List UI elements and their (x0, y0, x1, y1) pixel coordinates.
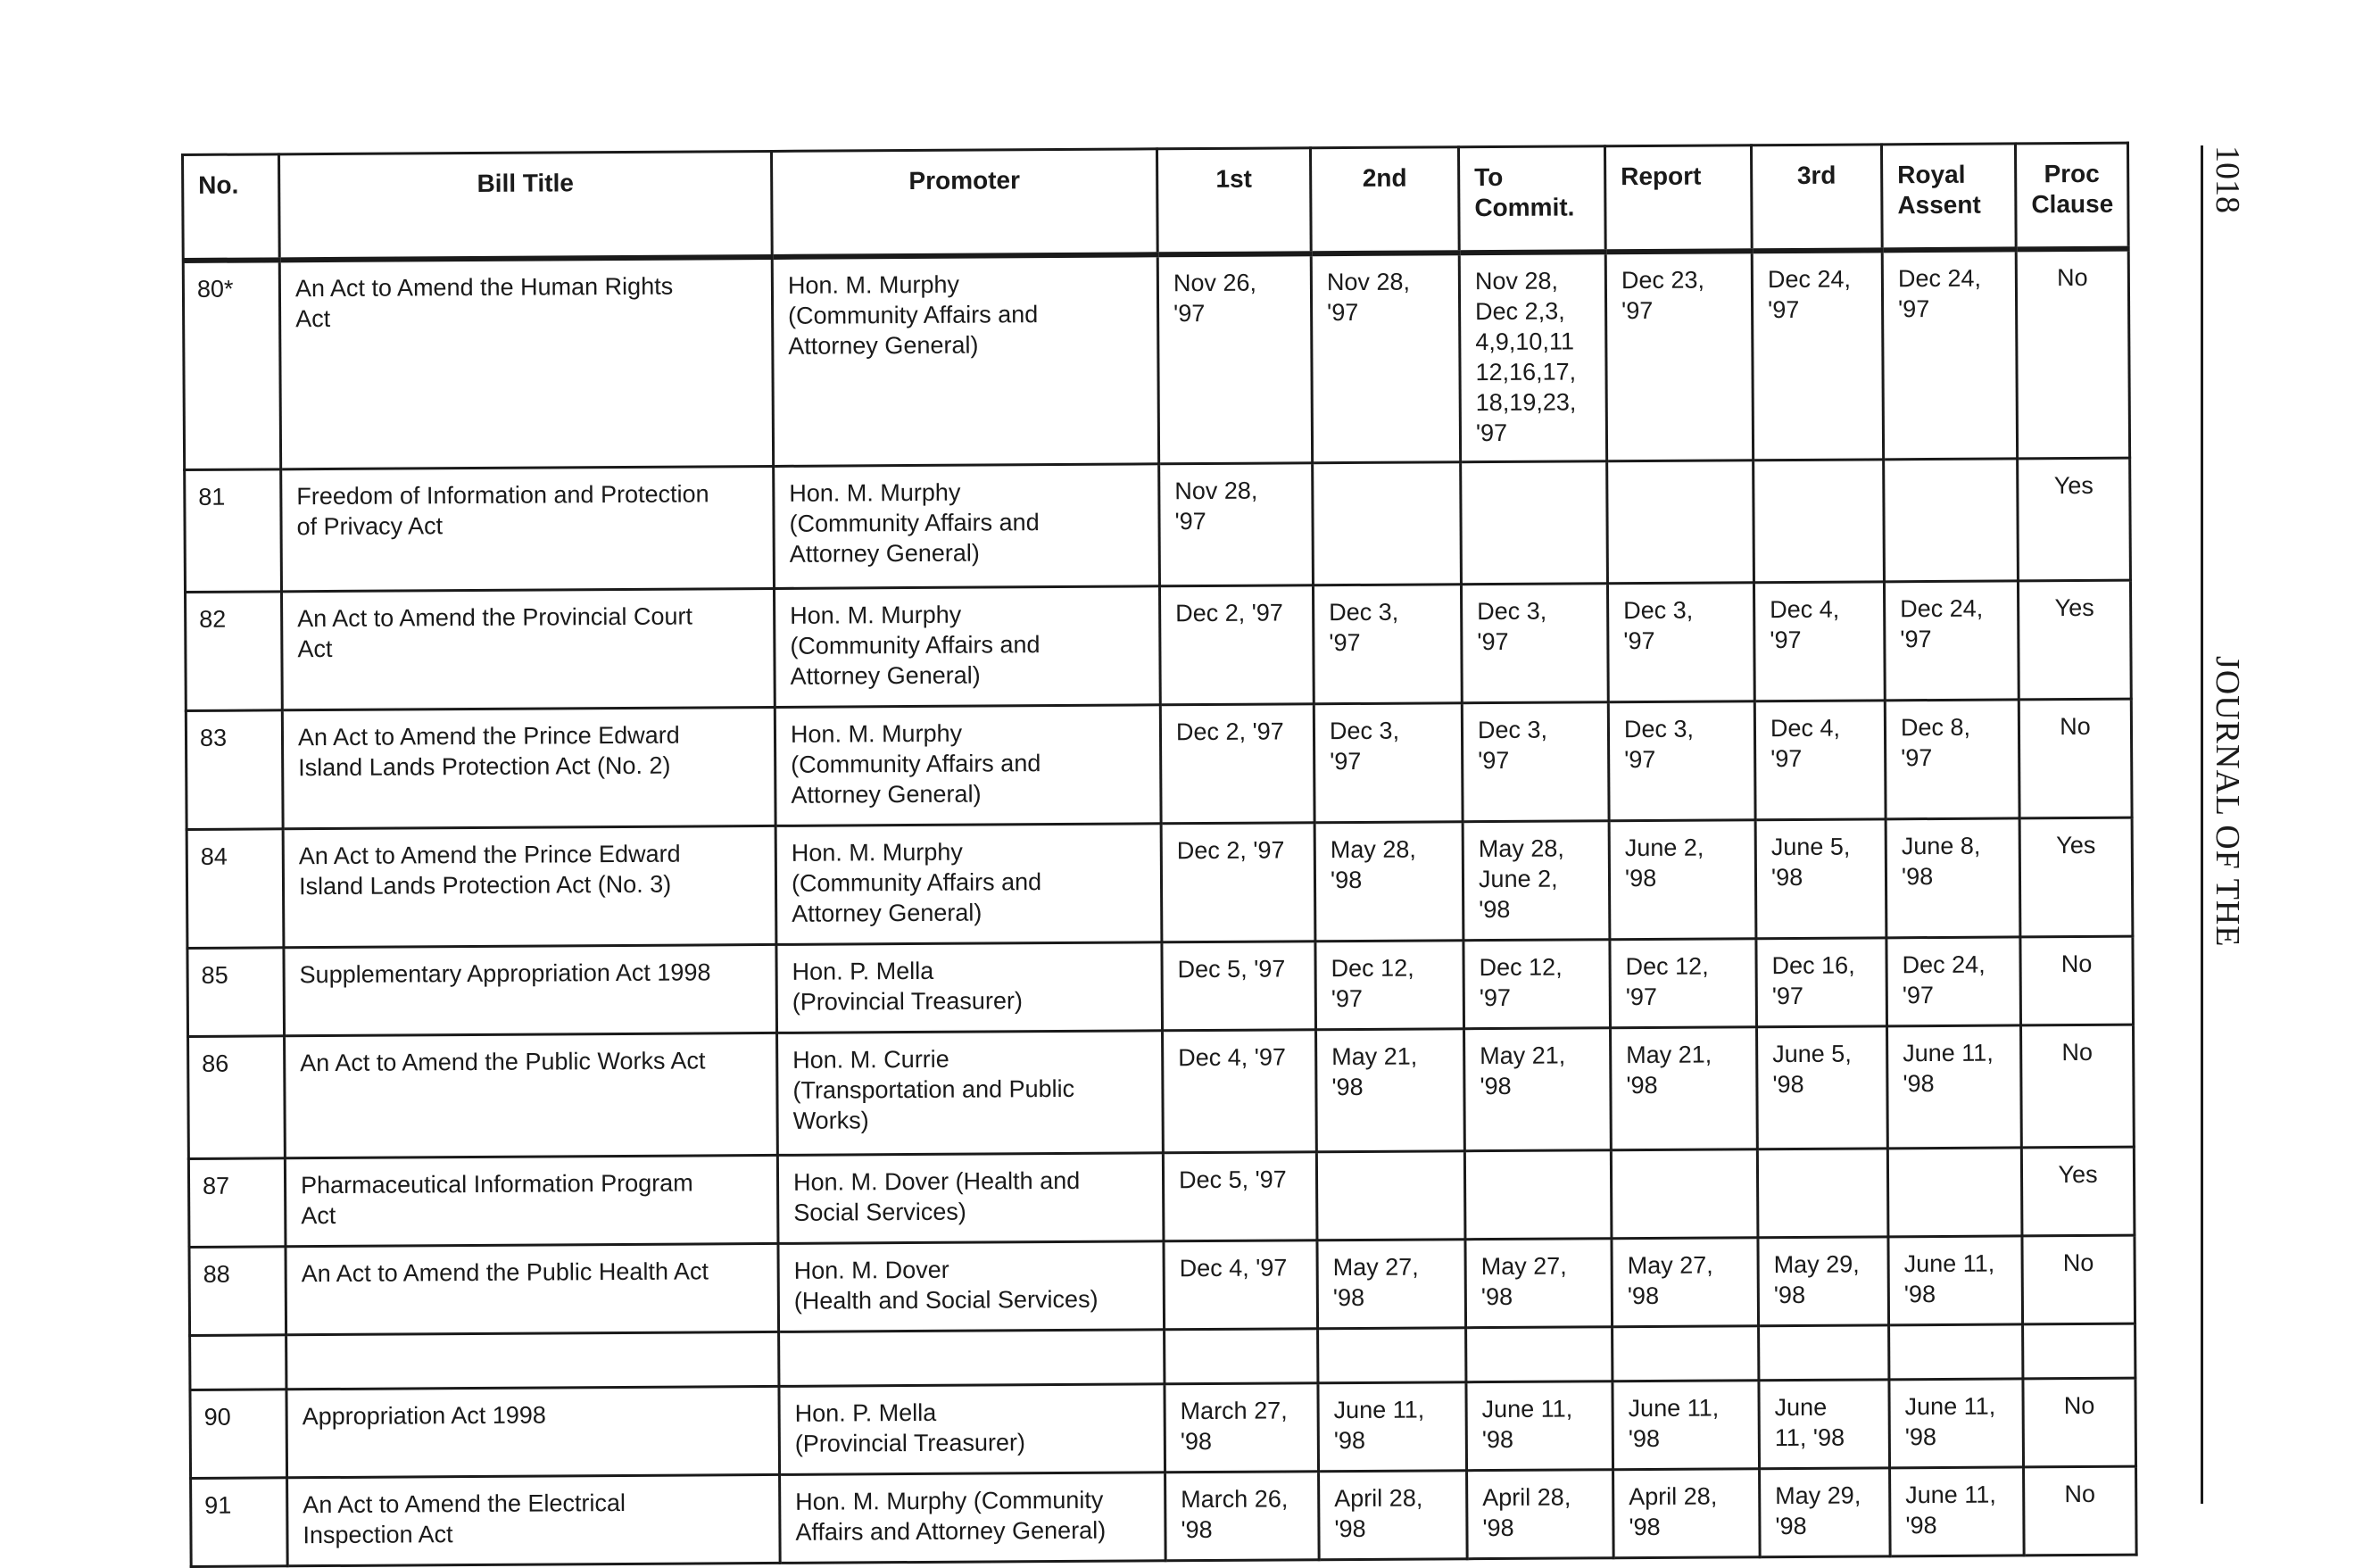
cell-third: June 11, '98 (1759, 1380, 1890, 1469)
cell-third: May 29, '98 (1760, 1468, 1891, 1557)
cell-no: 85 (187, 948, 285, 1037)
cell-second: April 28, '98 (1319, 1471, 1468, 1560)
cell-commit: Dec 12, '97 (1463, 940, 1611, 1029)
cell-report (1613, 1326, 1759, 1381)
cell-second: Dec 3, '97 (1313, 585, 1462, 704)
header-second-reading: 2nd (1310, 147, 1459, 254)
cell-third (1759, 1325, 1889, 1381)
cell-commit (1464, 1150, 1612, 1240)
header-bill-title: Bill Title (279, 151, 773, 260)
cell-no: 83 (186, 710, 283, 830)
cell-third: Dec 16, '97 (1756, 938, 1887, 1027)
header-to-commit: To Commit. (1458, 146, 1605, 253)
cell-commit: Dec 3, '97 (1461, 584, 1608, 703)
cell-commit: April 28, '98 (1467, 1470, 1614, 1559)
cell-title: An Act to Amend the Electrical Inspection Act (287, 1474, 781, 1565)
page-number: 1018 (2209, 145, 2246, 213)
cell-second: May 21, '98 (1316, 1029, 1465, 1152)
cell-report (1607, 460, 1754, 584)
cell-proc: Yes (2021, 1147, 2135, 1236)
cell-second (1316, 1151, 1465, 1240)
cell-no: 88 (189, 1247, 286, 1336)
cell-proc: No (2019, 699, 2132, 818)
table-row (185, 458, 2131, 592)
cell-proc: No (2020, 936, 2134, 1025)
running-title: JOURNAL OF THE (2209, 656, 2246, 948)
cell-title: Appropriation Act 1998 (286, 1386, 780, 1477)
cell-proc: Yes (2018, 580, 2131, 700)
table-header-row (183, 143, 2129, 261)
cell-second (1313, 462, 1462, 585)
cell-assent: June 11, '98 (1890, 1467, 2025, 1556)
cell-assent: June 11, '98 (1889, 1379, 2024, 1468)
cell-second: Dec 12, '97 (1315, 941, 1464, 1030)
cell-first: Dec 2, '97 (1161, 823, 1315, 942)
cell-no: 87 (188, 1158, 286, 1248)
cell-title: An Act to Amend the Public Works Act (285, 1033, 778, 1157)
cell-second (1318, 1328, 1466, 1383)
cell-report: Dec 3, '97 (1608, 701, 1755, 821)
cell-promoter: Hon. M. Murphy (Community Affairs and Attorney General) (774, 464, 1160, 589)
header-proc-clause: Proc Clause (2015, 143, 2128, 249)
cell-title: Freedom of Information and Protection of Privacy Act (281, 466, 775, 591)
cell-commit: June 11, '98 (1466, 1381, 1613, 1471)
cell-first: Dec 4, '97 (1163, 1030, 1317, 1153)
cell-no: 84 (187, 829, 284, 949)
cell-commit: May 28, June 2, '98 (1463, 821, 1610, 941)
cell-second: Nov 28, '97 (1311, 253, 1460, 463)
cell-report: Dec 3, '97 (1607, 583, 1754, 702)
table-row (190, 1378, 2136, 1478)
cell-proc: No (2016, 249, 2129, 459)
bills-table (181, 142, 2138, 1568)
cell-promoter: Hon. M. Murphy (Community Affairs and Attorney General) (780, 1473, 1166, 1564)
cell-proc: No (2022, 1235, 2135, 1324)
table-row (191, 1466, 2137, 1566)
table-row (187, 817, 2133, 948)
cell-promoter: Hon. M. Murphy (Community Affairs and Attorney General) (772, 254, 1158, 466)
header-royal-assent: Royal Assent (1881, 144, 2016, 250)
cell-promoter: Hon. P. Mella (Provincial Treasurer) (776, 942, 1163, 1033)
header-promoter: Promoter (771, 149, 1157, 257)
cell-no: 81 (185, 469, 282, 593)
cell-first: Dec 5, '97 (1162, 942, 1316, 1031)
cell-report: May 27, '98 (1612, 1238, 1759, 1327)
cell-assent (1889, 1324, 2023, 1380)
cell-proc: Yes (2019, 817, 2133, 937)
cell-third: June 5, '98 (1757, 1026, 1888, 1149)
cell-commit (1466, 1327, 1613, 1382)
cell-assent: June 8, '98 (1886, 818, 2020, 938)
cell-assent: June 11, '98 (1888, 1236, 2023, 1325)
cell-title: An Act to Amend the Provincial Court Act (282, 588, 775, 709)
table-row (187, 936, 2134, 1036)
table-row (186, 580, 2132, 710)
cell-assent: Dec 24, '97 (1882, 249, 2017, 459)
cell-assent: Dec 8, '97 (1885, 700, 2019, 819)
cell-second: May 28, '98 (1314, 822, 1463, 942)
table-row (183, 249, 2129, 470)
table-row (189, 1235, 2135, 1335)
cell-first: March 27, '98 (1165, 1383, 1319, 1473)
cell-report: May 21, '98 (1611, 1027, 1758, 1150)
cell-no: 86 (188, 1036, 286, 1159)
header-report: Report (1604, 145, 1752, 252)
cell-no: 80* (183, 260, 280, 469)
cell-title: Supplementary Appropriation Act 1998 (284, 944, 777, 1035)
cell-promoter: Hon. M. Murphy (Community Affairs and Attorney General) (775, 824, 1162, 945)
cell-third: Dec 4, '97 (1754, 701, 1886, 820)
cell-report: Dec 12, '97 (1610, 939, 1757, 1028)
cell-assent: June 11, '98 (1887, 1025, 2022, 1149)
cell-third: June 5, '98 (1755, 819, 1886, 939)
cell-proc: No (2021, 1025, 2135, 1148)
cell-first: March 26, '98 (1165, 1472, 1320, 1561)
cell-third: Dec 4, '97 (1754, 582, 1885, 701)
cell-assent (1887, 1148, 2022, 1237)
cell-first: Nov 26, '97 (1157, 253, 1312, 464)
cell-second: Dec 3, '97 (1314, 703, 1463, 823)
cell-report: June 2, '98 (1609, 820, 1756, 940)
cell-third (1757, 1149, 1888, 1238)
cell-report: Dec 23, '97 (1605, 251, 1753, 460)
cell-report: June 11, '98 (1613, 1381, 1760, 1470)
cell-title: An Act to Amend the Prince Edward Island Lands Protection Act (No. 2) (282, 707, 775, 828)
cell-commit: Nov 28, Dec 2,3, 4,9,10,11 12,16,17, 18,19,23, '97 (1459, 252, 1606, 461)
cell-promoter (779, 1330, 1165, 1387)
cell-title: An Act to Amend the Public Health Act (286, 1243, 779, 1334)
cell-no: 90 (190, 1390, 287, 1479)
cell-promoter: Hon. M. Dover (Health and Social Services) (778, 1241, 1165, 1332)
cell-promoter: Hon. M. Currie (Transportation and Public Works) (777, 1031, 1164, 1156)
cell-commit: Dec 3, '97 (1462, 702, 1609, 822)
cell-assent (1884, 459, 2019, 582)
cell-commit (1461, 461, 1608, 585)
cell-proc: No (2023, 1378, 2136, 1467)
cell-promoter: Hon. P. Mella (Provincial Treasurer) (779, 1384, 1165, 1475)
header-no: No. (183, 154, 280, 261)
cell-proc (2023, 1323, 2135, 1379)
cell-no: 91 (191, 1478, 288, 1567)
cell-promoter: Hon. M. Murphy (Community Affairs and Attorney General) (774, 586, 1160, 708)
cell-assent: Dec 24, '97 (1886, 937, 2021, 1026)
table-row (188, 1147, 2135, 1247)
cell-second: June 11, '98 (1318, 1382, 1467, 1472)
cell-proc: No (2024, 1466, 2137, 1556)
table-row (188, 1025, 2135, 1158)
header-third-reading: 3rd (1751, 145, 1882, 251)
cell-first (1165, 1329, 1318, 1384)
cell-commit: May 27, '98 (1465, 1239, 1613, 1328)
cell-second: May 27, '98 (1317, 1240, 1466, 1329)
cell-first: Dec 2, '97 (1159, 585, 1314, 705)
header-first-reading: 1st (1157, 148, 1311, 255)
cell-proc: Yes (2018, 458, 2131, 581)
cell-no: 82 (186, 592, 283, 711)
cell-assent: Dec 24, '97 (1884, 581, 2019, 701)
cell-no (190, 1335, 286, 1390)
cell-first: Nov 28, '97 (1159, 463, 1314, 586)
cell-third: May 29, '98 (1758, 1237, 1889, 1326)
cell-title: Pharmaceutical Information Program Act (285, 1155, 778, 1246)
cell-first: Dec 5, '97 (1163, 1152, 1317, 1241)
cell-third: Dec 24, '97 (1752, 250, 1883, 460)
cell-report: April 28, '98 (1613, 1469, 1761, 1558)
margin-rule (2201, 145, 2203, 1504)
cell-promoter: Hon. M. Murphy (Community Affairs and Attorney General) (775, 705, 1161, 826)
cell-report (1611, 1149, 1758, 1239)
cell-commit: May 21, '98 (1464, 1028, 1612, 1151)
cell-promoter: Hon. M. Dover (Health and Social Services) (777, 1153, 1164, 1244)
table-row (186, 699, 2132, 829)
cell-title: An Act to Amend the Human Rights Act (279, 257, 773, 469)
cell-first: Dec 4, '97 (1164, 1240, 1318, 1330)
cell-third (1754, 460, 1885, 583)
cell-first: Dec 2, '97 (1160, 704, 1314, 824)
cell-title: An Act to Amend the Prince Edward Island Lands Protection Act (No. 3) (283, 825, 776, 947)
cell-title (286, 1332, 779, 1389)
